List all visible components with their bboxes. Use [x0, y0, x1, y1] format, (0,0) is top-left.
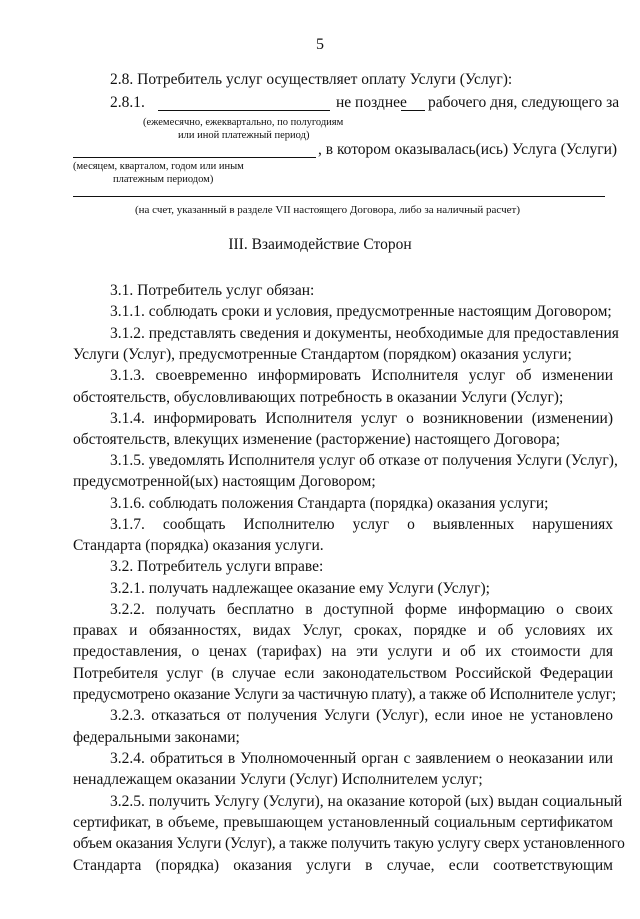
clause-line: 3.1.2. представлять сведения и документы, необходимые для предоставления: [110, 325, 619, 342]
page-number: 5: [316, 36, 324, 53]
clause-line: Стандарта (порядка) оказания услуги в случае, если соответствующим: [73, 857, 613, 874]
clause-line: 3.1.6. соблюдать положения Стандарта (порядка) оказания услуги;: [110, 495, 549, 512]
clause-line: 3.1.3. своевременно информировать Исполнителя услуг об изменении: [110, 367, 613, 384]
clause-line: объем оказания Услуги (Услуг), а также получить такую услугу сверх установленного: [73, 835, 625, 852]
clause-line: 3.2.3. отказаться от получения Услуги (Услуг), если иное не установлено: [110, 707, 613, 724]
clause-line: 3.2.5. получить Услугу (Услуги), на оказание которой (ых) выдан социальный: [110, 793, 623, 810]
note-month-2: платежным периодом): [113, 174, 214, 185]
clause-line: предусмотренной(ых) настоящим Договором;: [73, 473, 376, 490]
clause-line: предусмотрено оказание Услуги за частичную плату), а также об Исполнителе услуг;: [73, 686, 616, 703]
clause-2-8-1-line2-tail: , в котором оказывалась(ись) Услуга (Услуги): [318, 141, 618, 158]
note-payment: (на счет, указанный в разделе VII настоящего Договора, либо за наличный расчет): [135, 204, 520, 216]
clause-line: 3.2.4. обратиться в Уполномоченный орган с заявлением о неоказании или: [110, 750, 613, 767]
clause-2-8-1-mid: не позднее: [336, 94, 407, 111]
clause-2-8-1-number: 2.8.1.: [110, 94, 145, 111]
blank-line-days: [401, 110, 425, 111]
clause-line: 3.1.1. соблюдать сроки и условия, предусмотренные настоящим Договором;: [110, 303, 612, 320]
clause-line: предоставления, о ценах (тарифах) на эти услуги и об их стоимости для: [73, 643, 613, 660]
note-period-2: или иной платежный период): [178, 130, 310, 141]
clause-line: сертификат, в объеме, превышающем установленный социальным сертификатом: [73, 814, 613, 831]
clause-line: 3.1.7. сообщать Исполнителю услуг о выявленных нарушениях: [110, 516, 613, 533]
clause-2-8-1-tail: рабочего дня, следующего за: [428, 94, 620, 111]
clause-2-8-heading: 2.8. Потребитель услуг осуществляет оплату Услуги (Услуг):: [110, 71, 513, 88]
clause-line: 3.2.2. получать бесплатно в доступной форме информацию о своих: [110, 601, 613, 618]
clause-line: федеральными законами;: [73, 729, 240, 746]
clause-line: 3.1.5. уведомлять Исполнителя услуг об отказе от получения Услуги (Услуг),: [110, 452, 618, 469]
blank-line-payment: [73, 196, 605, 197]
clause-line: Услуги (Услуг), предусмотренные Стандартом (порядком) оказания услуги;: [73, 346, 572, 363]
blank-line-period: [158, 110, 330, 111]
clause-line: обстоятельств, влекущих изменение (расторжение) настоящего Договора;: [73, 431, 561, 448]
clause-line: 3.2. Потребитель услуги вправе:: [110, 558, 324, 575]
clause-line: ненадлежащем оказании Услуги (Услуг) Исполнителем услуг;: [73, 771, 483, 788]
blank-line-month: [73, 157, 316, 158]
clause-line: 3.2.1. получать надлежащее оказание ему Услуги (Услуг);: [110, 580, 490, 597]
clause-line: обстоятельств, обусловливающих потребность в оказании Услуги (Услуг);: [73, 389, 564, 406]
note-month-1: (месяцем, кварталом, годом или иным: [73, 161, 244, 172]
clause-line: 3.1. Потребитель услуг обязан:: [110, 282, 315, 299]
clause-line: 3.1.4. информировать Исполнителя услуг о возникновении (изменении): [110, 410, 613, 427]
section-title: III. Взаимодействие Сторон: [228, 236, 412, 253]
clause-line: Стандарта (порядка) оказания услуги.: [73, 537, 324, 554]
note-period-1: (ежемесячно, ежеквартально, по полугодиям: [143, 117, 344, 128]
clause-line: Потребителя услуг (в случае если законодательством Российской Федерации: [73, 665, 613, 682]
clause-line: правах и обязанностях, видах Услуг, сроках, порядке и об условиях их: [73, 622, 613, 639]
